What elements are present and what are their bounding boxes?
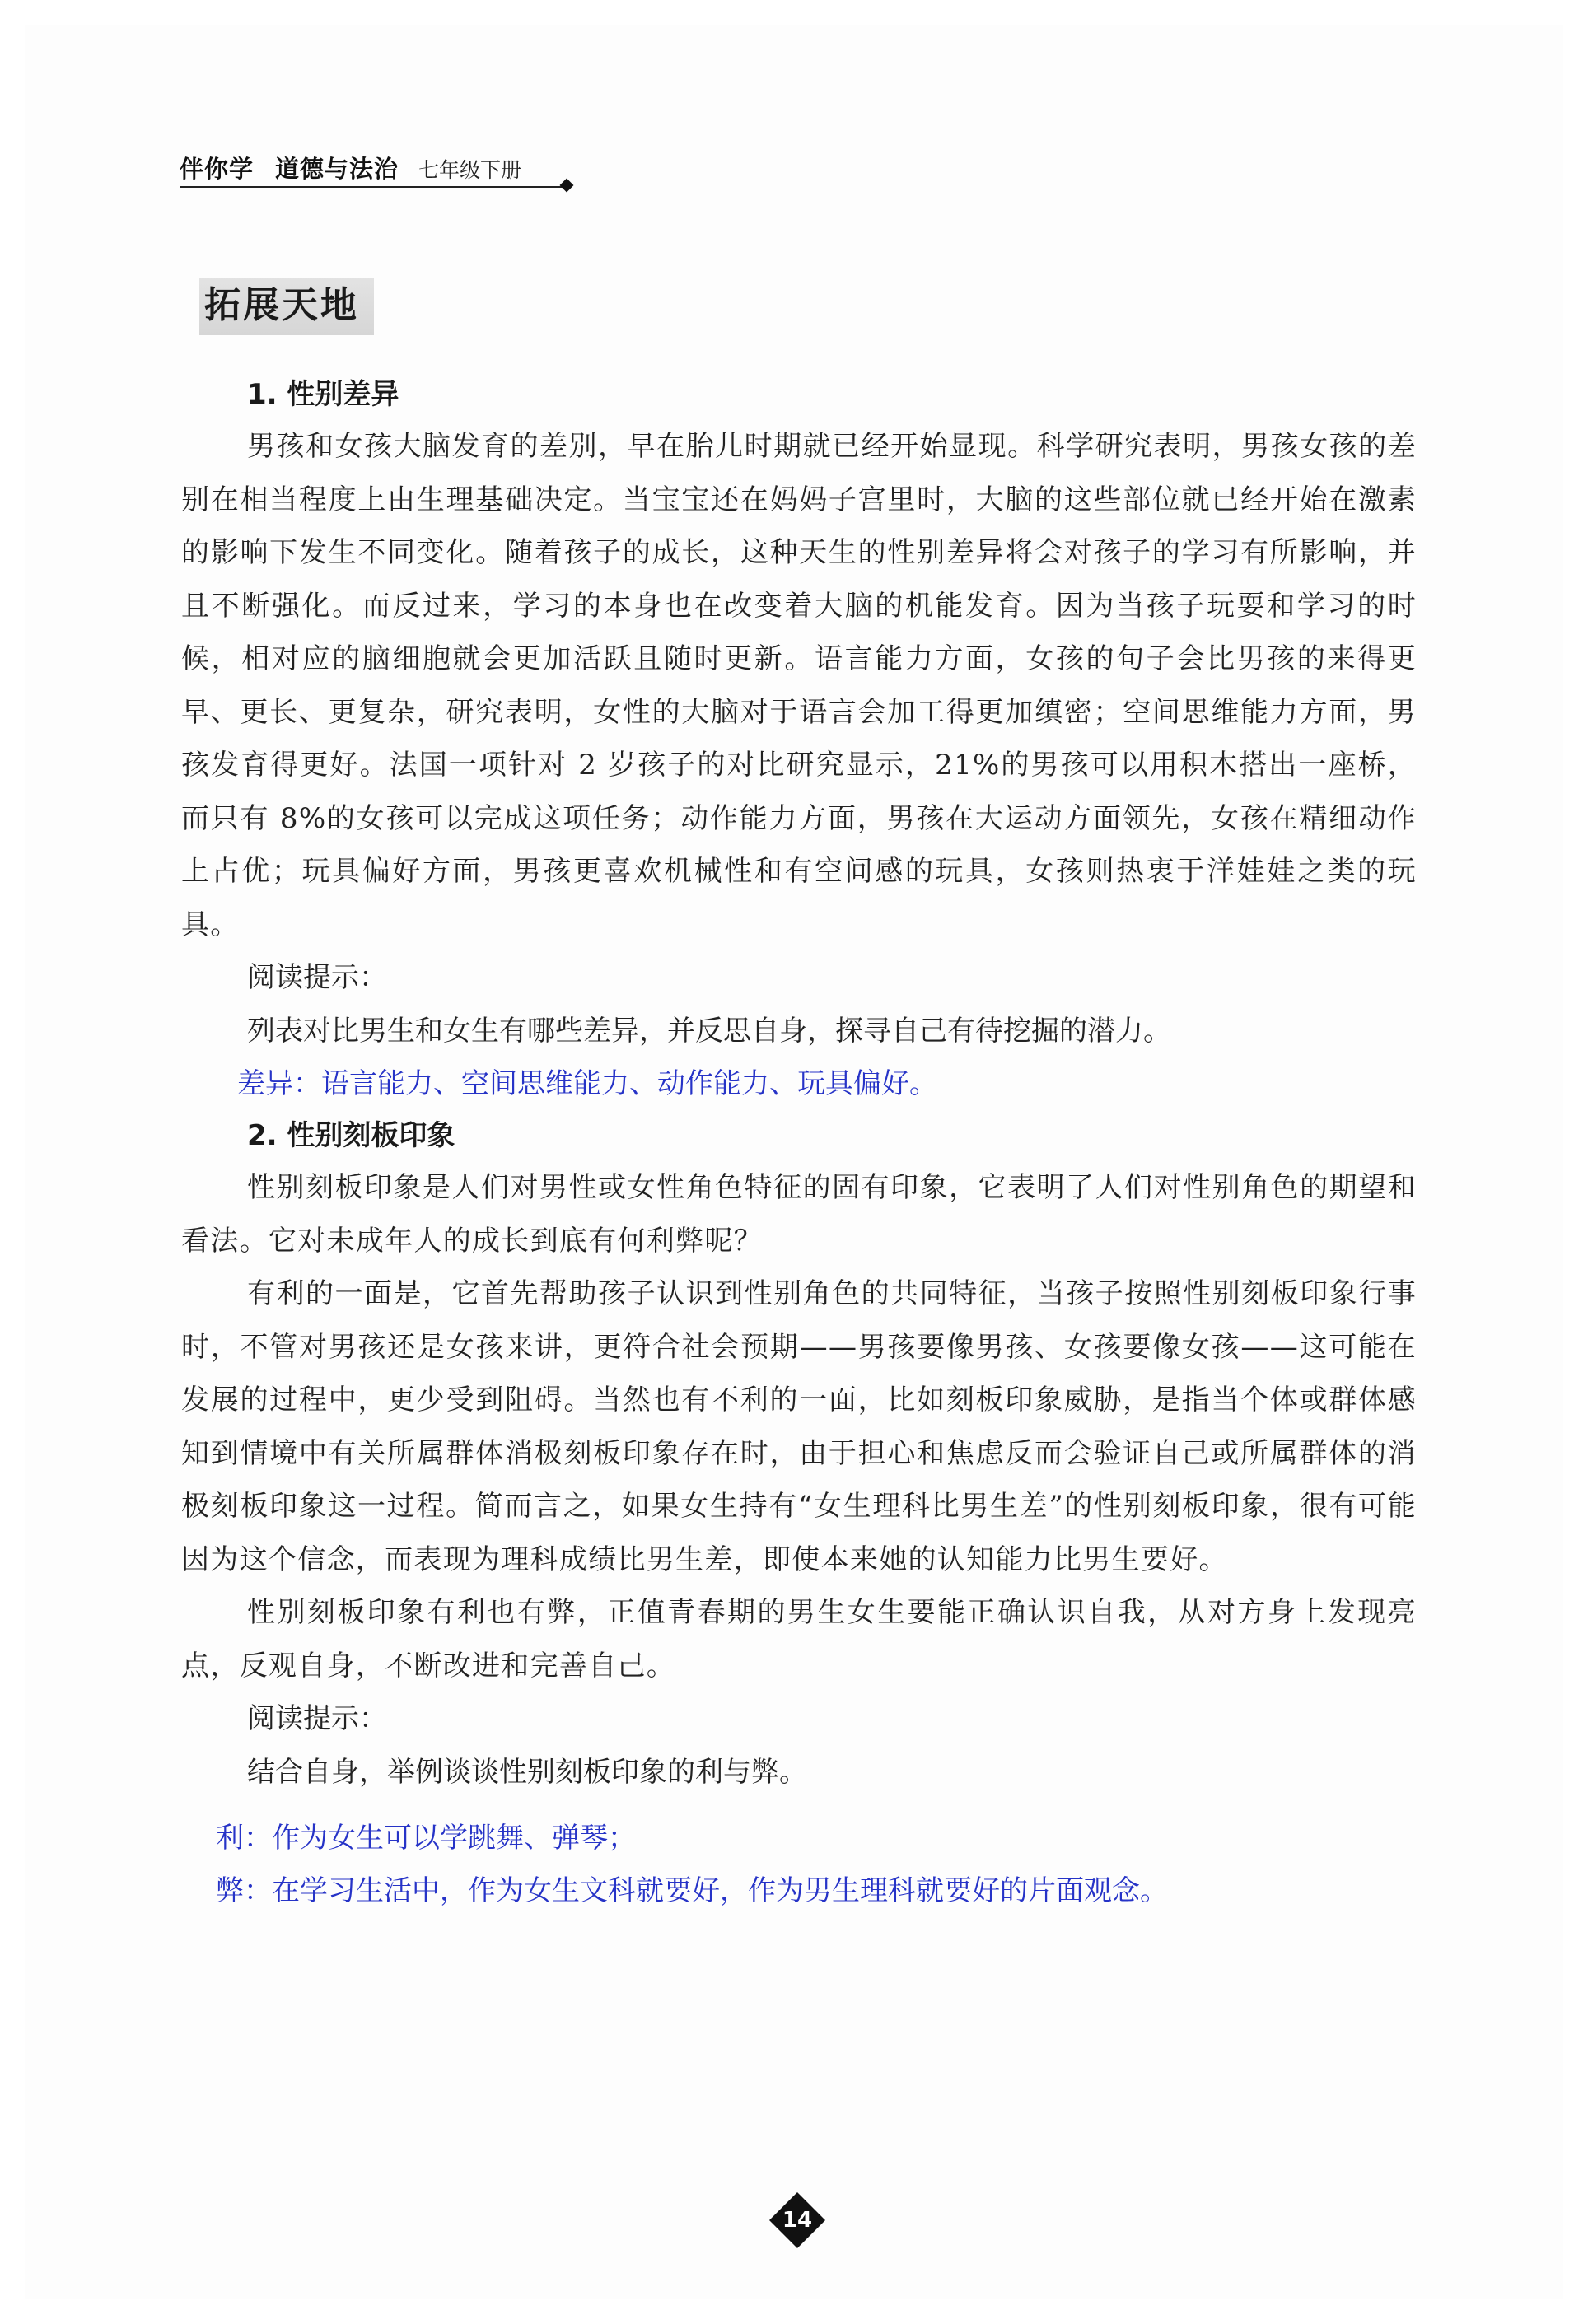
section-title: 拓展天地 — [204, 284, 359, 326]
reading-tip-label: 阅读提示： — [247, 1702, 387, 1735]
subject-title: 道德与法治 — [275, 155, 399, 183]
running-header — [180, 151, 521, 184]
grade-label: 七年级下册 — [418, 158, 522, 182]
header-rule — [180, 186, 563, 188]
paragraph: 有利的一面是，它首先帮助孩子认识到性别角色的共同特征，当孩子按照性别刻板印象行事时，不管对男孩还是女孩来讲，更符合社会预期——男孩要像男孩、女孩要像女孩——这可能在发展的过程中，更少受到阻碍。当然也有不利的一面，比如刻板印象威胁，是指当个体或群体感知到情境中有关所属群体消极刻板印象存在时，由于担心和焦虑反而会验证自己或所属群体的消极刻板印象这一过程。简而言之，如果女生持有“女生理科比男生差”的性别刻板印象，很有可能因为这个信念，而表现为理科成绩比男生差，即使本来她的认知能力比男生要好。 — [181, 1277, 1417, 1576]
section-gender-differences — [181, 369, 1417, 1110]
handwritten-answer: 利：作为女生可以学跳舞、弹琴； — [216, 1822, 636, 1855]
paragraph: 男孩和女孩大脑发育的差别，早在胎儿时期就已经开始显现。科学研究表明，男孩女孩的差别在相当程度上由生理基础决定。当宝宝还在妈妈子宫里时，大脑的这些部位就已经开始在激素的影响下发生不同变化。随着孩子的成长，这种天生的性别差异将会对孩子的学习有所影响，并且不断强化。而反过来，学习的本身也在改变着大脑的机能发育。因为当孩子玩耍和学习的时候，相对应的脑细胞就会更加活跃且随时更新。语言能力方面，女孩的句子会比男孩的来得更早、更长、更复杂，研究表明，女性的大脑对于语言会加工得更加缜密；空间思维能力方面，男孩发育得更好。法国一项针对 2 岁孩子的对比研究显示，21%的男孩可以用积木搭出一座桥，而只有 8%的女孩可以完成这项任务；动作能力方面，男孩在大运动方面领先，女孩在精细动作上占优；玩具偏好方面，男孩更喜欢机械性和有空间感的玩具，女孩则热衷于洋娃娃之类的玩具。 — [181, 430, 1417, 941]
section-heading: 1. 性别差异 — [247, 378, 399, 411]
section-gender-stereotypes — [181, 1110, 1417, 1917]
main-content — [181, 369, 1417, 1917]
book-series-title: 伴你学 — [180, 155, 255, 183]
paragraph: 性别刻板印象有利也有弊，正值青春期的男生女生要能正确认识自我，从对方身上发现亮点，反观自身，不断改进和完善自己。 — [181, 1596, 1417, 1682]
section-heading: 2. 性别刻板印象 — [247, 1119, 455, 1152]
handwritten-answer: 差异：语言能力、空间思维能力、动作能力、玩具偏好。 — [237, 1067, 937, 1100]
handwritten-answer: 弊：在学习生活中，作为女生文科就要好，作为男生理科就要好的片面观念。 — [216, 1874, 1168, 1907]
reading-tip-label: 阅读提示： — [247, 961, 387, 994]
paragraph: 性别刻板印象是人们对男性或女性角色特征的固有印象，它表明了人们对性别角色的期望和看法。它对未成年人的成长到底有何利弊呢？ — [181, 1171, 1417, 1258]
page-number-badge — [768, 2191, 827, 2250]
page-number: 14 — [782, 2208, 813, 2233]
reading-tip-text: 结合自身，举例谈谈性别刻板印象的利与弊。 — [247, 1755, 807, 1789]
reading-tip-text: 列表对比男生和女生有哪些差异，并反思自身，探寻自己有待挖掘的潜力。 — [247, 1014, 1171, 1048]
